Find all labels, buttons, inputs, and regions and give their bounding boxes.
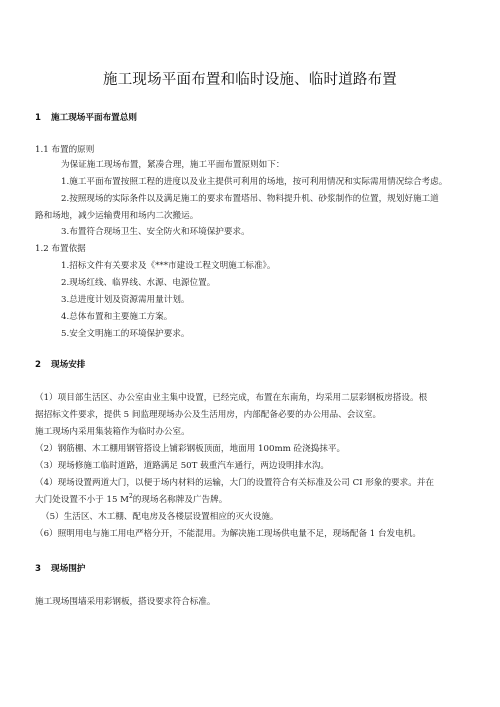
subsection-1-1-intro: 为保证施工现场布置，紧凑合理，施工平面布置原则如下： (61, 160, 285, 170)
subsection-1-1-item-2-cont: 路和场地，减少运输费用和场内二次搬运。 (35, 211, 199, 221)
document-title: 施工现场平面布置和临时设施、临时道路布置 (103, 72, 397, 88)
section-2-line-7 (35, 494, 227, 506)
subsection-1-1-item-2: 2.按照现场的实际条件以及满足施工的要求布置塔吊、物料提升机、砂浆制作的位置，规划好施工道 (61, 194, 439, 204)
subsection-1-2-item-4: 4.总体布置和主要施工方案。 (61, 312, 173, 322)
section-1-title: 施工现场平面布置总则 (51, 113, 137, 123)
section-1-number: 1 (35, 113, 41, 123)
section-2-line-7-b: 的现场名称牌及广告牌。 (132, 495, 228, 505)
section-2-title: 现场安排 (51, 360, 86, 370)
section-1-heading (35, 112, 137, 124)
subsection-1-1-title: 1.1 布置的原则 (35, 145, 95, 155)
superscript-2: 2 (128, 493, 133, 500)
subsection-1-2-item-1: 1.招标文件有关要求及《***市建设工程文明施工标准》。 (61, 261, 276, 271)
section-3-text: 施工现场围墙采用彩钢板，搭设要求符合标准。 (35, 597, 216, 607)
subsection-1-2-title: 1.2 布置依据 (35, 244, 86, 254)
subsection-1-1-item-1: 1.施工平面布置按照工程的进度以及业主提供可利用的场地，按可利用情况和实际需用情况综合考虑。 (61, 177, 448, 187)
section-2-line-9: （6）照明用电与施工用电严格分开，不能混用。为解决施工现场供电量不足，现场配备 1 台发电机。 (35, 529, 421, 539)
section-2-line-4: （2）钢筋棚、木工棚用钢管搭设上铺彩钢板顶面，地面用 100mm 砼浇捣抹平。 (35, 444, 346, 454)
section-3-heading (35, 563, 85, 575)
section-2-heading (35, 359, 85, 371)
section-2-line-5: （3）现场修施工临时道路，道路满足 50T 载重汽车通行，两边设明排水沟。 (35, 461, 330, 471)
subsection-1-1-item-3: 3.布置符合现场卫生、安全防火和环境保护要求。 (61, 227, 250, 237)
section-2-line-8: （5）生活区、木工棚、配电房及各楼层设置相应的灭火设施。 (41, 512, 279, 522)
subsection-1-2-item-2: 2.现场红线、临界线、水源、电源位置。 (61, 278, 216, 288)
section-2-line-6: （4）现场设置两道大门，以便于场内材料的运输，大门的设置符合有关标准及公司 CI 形象的要求。并在 (35, 478, 435, 488)
section-2-number: 2 (35, 360, 41, 370)
section-2-line-3: 施工现场内采用集装箱作为临时办公室。 (35, 427, 190, 437)
subsection-1-2-item-5: 5.安全文明施工的环境保护要求。 (61, 329, 190, 339)
section-2-line-7-a: 大门处设置不小于 15 M (35, 495, 129, 505)
subsection-1-2-item-3: 3.总进度计划及资源需用量计划。 (61, 295, 190, 305)
section-3-title: 现场围护 (51, 564, 86, 574)
section-3-number: 3 (35, 564, 41, 574)
section-2-line-2: 据招标文件要求，提供 5 间监理现场办公及生活用房，内部配备必要的办公用品、会议室。 (35, 410, 382, 420)
section-2-line-1: （1）项目部生活区、办公室由业主集中设置，已经完成，布置在东南角，均采用二层彩钢板房搭设。根 (35, 393, 428, 403)
